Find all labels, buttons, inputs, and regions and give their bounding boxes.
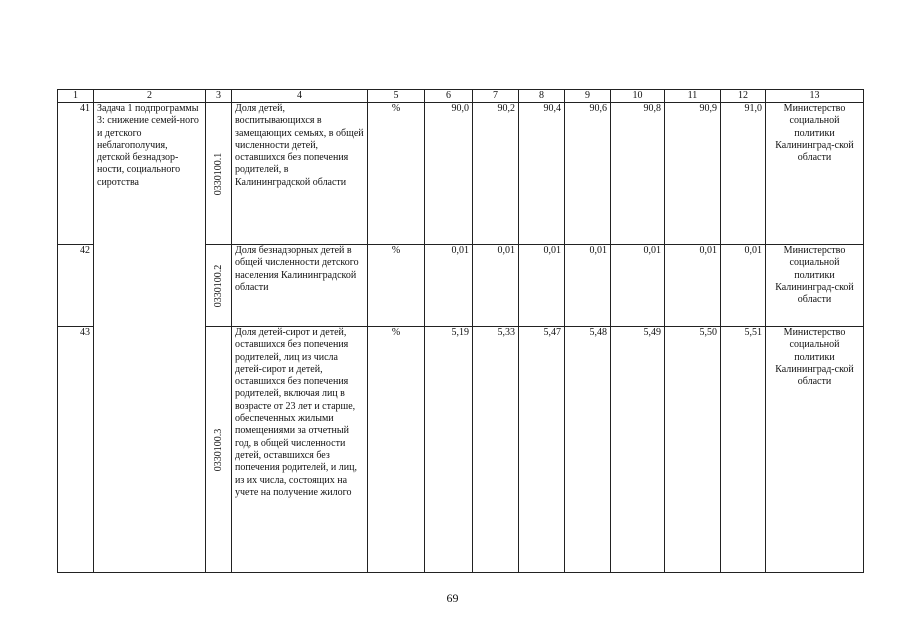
- indicators-table: [57, 89, 864, 573]
- unit: %: [368, 327, 425, 573]
- value-cell: 5,50: [665, 327, 721, 573]
- unit: %: [368, 103, 425, 245]
- indicator-name: Доля детей-сирот и детей, оставшихся без попечения родителей, лиц из числа детей-сирот и детей, оставшихся без попечения родителей, включая лиц в возрасте от 23 лет и старше, обеспеченных жилыми помещениями за отчетный год, в общей численности детей, оставшихся без попечения родителей, и лиц, из их числа, состоящих на учете на получение жилого: [232, 327, 368, 573]
- indicator-code-cell: [206, 245, 232, 327]
- column-header: 13: [766, 90, 864, 103]
- value-cell: 90,2: [473, 103, 519, 245]
- value-cell: 5,48: [565, 327, 611, 573]
- responsible-cell: Министерство социальной политики Калининград-ской области: [766, 103, 864, 245]
- column-header: 1: [58, 90, 94, 103]
- responsible-cell: Министерство социальной политики Калининград-ской области: [766, 327, 864, 573]
- indicator-code-cell: [206, 327, 232, 573]
- responsible-cell: Министерство социальной политики Калининград-ской области: [766, 245, 864, 327]
- indicator-name: Доля безнадзорных детей в общей численности детского населения Калининградской области: [232, 245, 368, 327]
- value-cell: 90,9: [665, 103, 721, 245]
- value-cell: 90,0: [425, 103, 473, 245]
- indicator-code: 0330100.3: [212, 428, 224, 472]
- column-header: 10: [611, 90, 665, 103]
- indicator-name: Доля детей, воспитывающихся в замещающих семьях, в общей численности детей, оставшихся без попечения родителей, в Калининградской области: [232, 103, 368, 245]
- column-header: 9: [565, 90, 611, 103]
- value-cell: 0,01: [721, 245, 766, 327]
- value-cell: 5,47: [519, 327, 565, 573]
- value-cell: 0,01: [665, 245, 721, 327]
- column-header: 5: [368, 90, 425, 103]
- value-cell: 0,01: [473, 245, 519, 327]
- value-cell: 5,33: [473, 327, 519, 573]
- value-cell: 0,01: [611, 245, 665, 327]
- column-header: 8: [519, 90, 565, 103]
- column-header: 3: [206, 90, 232, 103]
- value-cell: 0,01: [425, 245, 473, 327]
- value-cell: 5,49: [611, 327, 665, 573]
- indicator-code: 0330100.1: [212, 152, 224, 196]
- value-cell: 0,01: [519, 245, 565, 327]
- row-number: 43: [58, 327, 94, 573]
- row-number: 42: [58, 245, 94, 327]
- value-cell: 5,19: [425, 327, 473, 573]
- value-cell: 91,0: [721, 103, 766, 245]
- indicator-code-cell: [206, 103, 232, 245]
- value-cell: 0,01: [565, 245, 611, 327]
- value-cell: 5,51: [721, 327, 766, 573]
- value-cell: 90,8: [611, 103, 665, 245]
- unit: %: [368, 245, 425, 327]
- value-cell: 90,4: [519, 103, 565, 245]
- column-header: 7: [473, 90, 519, 103]
- row-number: 41: [58, 103, 94, 245]
- indicator-code: 0330100.2: [212, 264, 224, 308]
- task-cell: Задача 1 подпрограммы 3: снижение семей-ного и детского неблагополучия, детской безнадзор-ности, социального сиротства: [94, 103, 206, 573]
- value-cell: 90,6: [565, 103, 611, 245]
- column-header: 6: [425, 90, 473, 103]
- page-number: 69: [446, 591, 459, 605]
- column-header: 12: [721, 90, 766, 103]
- column-header: 11: [665, 90, 721, 103]
- header-row: [58, 90, 864, 103]
- table-row: [58, 103, 864, 245]
- column-header: 2: [94, 90, 206, 103]
- column-header: 4: [232, 90, 368, 103]
